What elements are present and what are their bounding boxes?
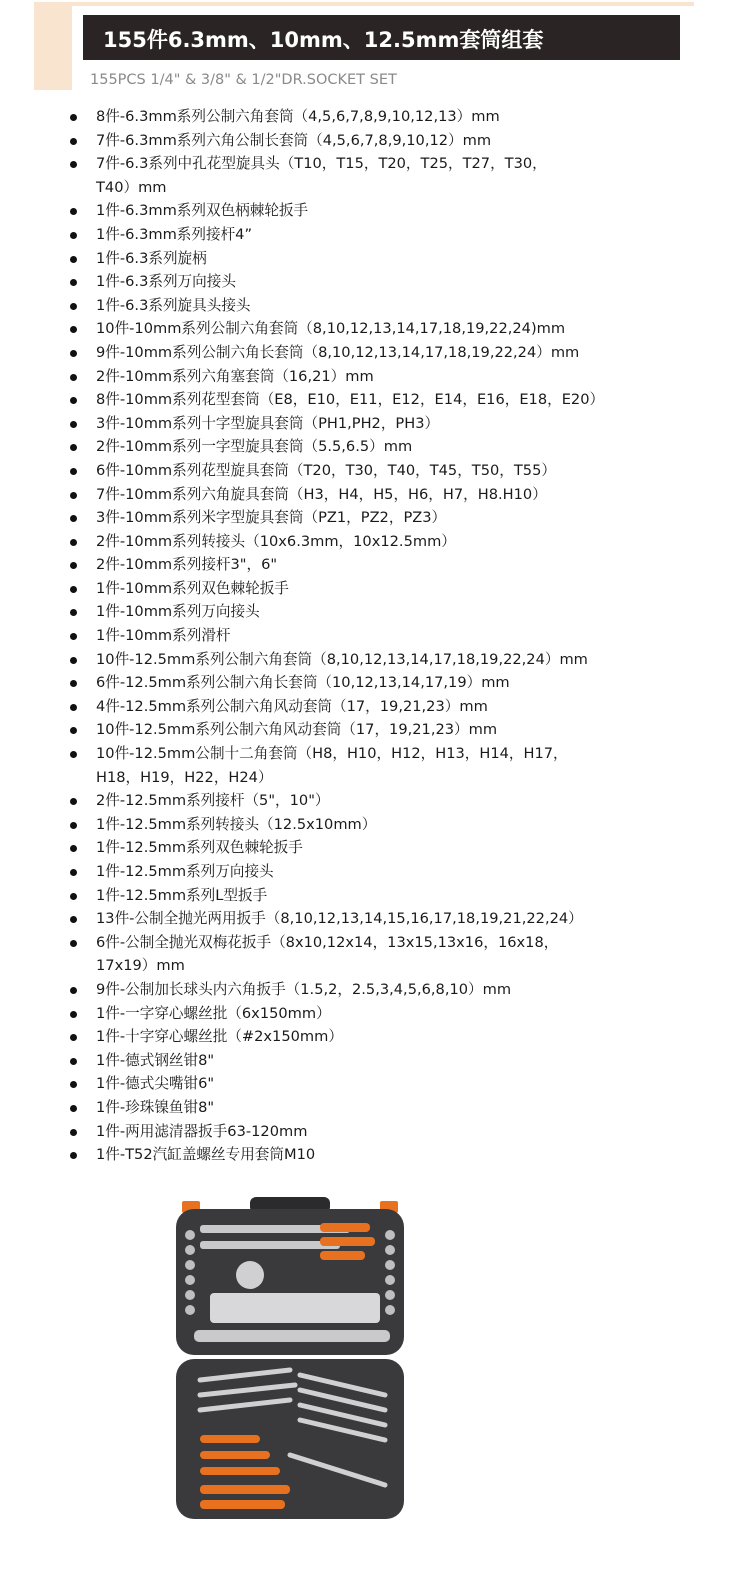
list-item	[70, 577, 720, 601]
bullet-icon	[70, 1034, 77, 1041]
list-item-text: 6件-12.5mm系列公制六角长套筒（10,12,13,14,17,19）mm	[96, 674, 510, 692]
list-item	[70, 294, 720, 318]
list-item	[70, 884, 720, 908]
bullet-icon	[70, 869, 77, 876]
list-item-text: 1件-德式尖嘴钳6"	[96, 1075, 215, 1093]
page-subtitle: 155PCS 1/4" & 3/8" & 1/2"DR.SOCKET SET	[90, 72, 397, 88]
list-item-text: 9件-公制加长球头内六角扳手（1.5,2，2.5,3,4,5,6,8,10）mm	[96, 980, 512, 998]
bullet-icon	[70, 421, 77, 428]
bullet-icon	[70, 232, 77, 239]
list-item-text: 2件-10mm系列一字型旋具套筒（5.5,6.5）mm	[96, 438, 413, 456]
list-item	[70, 199, 720, 223]
bullet-icon	[70, 751, 77, 758]
list-item	[70, 648, 720, 672]
list-item	[70, 718, 720, 742]
bullet-icon	[70, 161, 77, 168]
list-item-text: 1件-12.5mm系列双色棘轮扳手	[96, 839, 303, 857]
title-bar	[83, 15, 680, 60]
bullet-icon	[70, 326, 77, 333]
list-item	[70, 695, 720, 719]
list-item	[70, 789, 720, 813]
bullet-icon	[70, 350, 77, 357]
list-item-text: 1件-6.3mm系列双色柄棘轮扳手	[96, 202, 309, 220]
universal-joint	[236, 1261, 264, 1289]
list-item-text: 1件-两用滤清器扳手63-120mm	[96, 1122, 308, 1140]
list-item-text: 9件-10mm系列公制六角长套筒（8,10,12,13,14,17,18,19,22,24）mm	[96, 343, 580, 361]
list-item-text: 10件-10mm系列公制六角套筒（8,10,12,13,14,17,18,19,22,24)mm	[96, 320, 566, 338]
list-item-text: 13件-公制全抛光两用扳手（8,10,12,13,14,15,16,17,18,19,21,22,24）	[96, 910, 583, 928]
list-item-text: 2件-10mm系列六角塞套筒（16,21）mm	[96, 367, 374, 385]
bullet-icon	[70, 444, 77, 451]
list-item	[70, 742, 720, 789]
list-item-text: 1件-一字穿心螺丝批（6x150mm）	[96, 1004, 331, 1022]
list-item-text: 6件-公制全抛光双梅花扳手（8x10,12x14，13x15,13x16，16x18，	[96, 933, 559, 951]
list-item	[70, 931, 720, 978]
bullet-icon	[70, 114, 77, 121]
bullet-icon	[70, 138, 77, 145]
bullet-icon	[70, 822, 77, 829]
list-item-text-continued: H18，H19，H22，H24）	[96, 768, 273, 786]
list-item	[70, 365, 720, 389]
bullet-icon	[70, 492, 77, 499]
bullet-icon	[70, 303, 77, 310]
bullet-icon	[70, 1105, 77, 1112]
bullet-icon	[70, 704, 77, 711]
list-item-text: 4件-12.5mm系列公制六角风动套筒（17，19,21,23）mm	[96, 697, 488, 715]
list-item	[70, 1143, 720, 1167]
list-item-text: 3件-10mm系列十字型旋具套筒（PH1,PH2，PH3）	[96, 414, 440, 432]
list-item	[70, 1072, 720, 1096]
list-item	[70, 506, 720, 530]
list-item	[70, 435, 720, 459]
bullet-icon	[70, 845, 77, 852]
list-item	[70, 1002, 720, 1026]
list-item-text: 1件-6.3系列旋柄	[96, 249, 207, 267]
list-item	[70, 1049, 720, 1073]
bullet-icon	[70, 987, 77, 994]
bullet-icon	[70, 539, 77, 546]
list-item-text: 1件-T52汽缸盖螺丝专用套筒M10	[96, 1146, 316, 1164]
list-item-text: 1件-12.5mm系列L型扳手	[96, 886, 268, 904]
list-item-text: 1件-德式钢丝钳8"	[96, 1051, 215, 1069]
list-item-text: 10件-12.5mm公制十二角套筒（H8，H10，H12，H13，H14，H17，	[96, 745, 568, 763]
list-item	[70, 907, 720, 931]
list-item	[70, 152, 720, 199]
bullet-icon	[70, 680, 77, 687]
list-item	[70, 341, 720, 365]
list-item	[70, 317, 720, 341]
bullet-icon	[70, 633, 77, 640]
bullet-icon	[70, 940, 77, 947]
list-item-text-continued: 17x19）mm	[96, 957, 185, 975]
header-accent-block	[34, 2, 72, 90]
bullet-icon	[70, 609, 77, 616]
bullet-icon	[70, 1152, 77, 1159]
list-item	[70, 813, 720, 837]
list-item	[70, 105, 720, 129]
bullet-icon	[70, 1011, 77, 1018]
list-item-text: 3件-10mm系列米字型旋具套筒（PZ1，PZ2，PZ3）	[96, 509, 447, 527]
list-item	[70, 836, 720, 860]
list-item-text: 8件-6.3mm系列公制六角套筒（4,5,6,7,8,9,10,12,13）mm	[96, 108, 500, 125]
bullet-icon	[70, 893, 77, 900]
bullet-icon	[70, 515, 77, 522]
list-item	[70, 412, 720, 436]
bullet-icon	[70, 279, 77, 286]
header-top-stripe	[34, 2, 694, 6]
list-item	[70, 624, 720, 648]
list-item-text: 10件-12.5mm系列公制六角套筒（8,10,12,13,14,17,18,19,22,24）mm	[96, 650, 588, 668]
list-item	[70, 553, 720, 577]
list-item-text: 7件-6.3mm系列六角公制长套筒（4,5,6,7,8,9,10,12）mm	[96, 131, 492, 149]
toolkit-case-image	[170, 1195, 410, 1525]
list-item	[70, 600, 720, 624]
bullet-icon	[70, 1081, 77, 1088]
bullet-icon	[70, 374, 77, 381]
bullet-icon	[70, 586, 77, 593]
list-item-text: 1件-10mm系列万向接头	[96, 603, 260, 621]
bullet-icon	[70, 1129, 77, 1136]
list-item-text: 2件-10mm系列接杆3"，6"	[96, 556, 278, 574]
contents-list	[70, 105, 720, 1167]
list-item-text: 1件-10mm系列滑杆	[96, 627, 231, 645]
list-item	[70, 223, 720, 247]
list-item-text: 6件-10mm系列花型旋具套筒（T20，T30，T40，T45，T50，T55）	[96, 461, 556, 479]
list-item-text: 2件-12.5mm系列接杆（5"，10"）	[96, 792, 330, 810]
list-item-text: 8件-10mm系列花型套筒（E8，E10，E11，E12，E14，E16，E18，E20）	[96, 391, 605, 409]
list-item-text: 1件-十字穿心螺丝批（#2x150mm）	[96, 1028, 343, 1046]
list-item-text: 7件-10mm系列六角旋具套筒（H3，H4，H5，H6，H7，H8.H10）	[96, 485, 547, 503]
bullet-icon	[70, 256, 77, 263]
list-item	[70, 459, 720, 483]
bullet-icon	[70, 798, 77, 805]
list-item	[70, 860, 720, 884]
list-item-text: 7件-6.3系列中孔花型旋具头（T10，T15，T20，T25，T27，T30，	[96, 155, 547, 173]
list-item-text: 1件-12.5mm系列万向接头	[96, 863, 274, 880]
list-item	[70, 129, 720, 153]
list-item	[70, 978, 720, 1002]
bullet-icon	[70, 1058, 77, 1065]
list-item	[70, 530, 720, 554]
bullet-icon	[70, 916, 77, 923]
list-item	[70, 247, 720, 271]
list-item-text-continued: T40）mm	[96, 178, 167, 196]
list-item	[70, 270, 720, 294]
list-item	[70, 1025, 720, 1049]
bullet-icon	[70, 397, 77, 404]
list-item-text: 1件-6.3系列旋具头接头	[96, 296, 251, 314]
list-item-text: 1件-10mm系列双色棘轮扳手	[96, 579, 289, 597]
list-item-text: 1件-6.3系列万向接头	[96, 273, 236, 291]
list-item-text: 1件-珍珠镍鱼钳8"	[96, 1098, 215, 1116]
list-item	[70, 388, 720, 412]
page-title: 155件6.3mm、10mm、12.5mm套筒组套	[103, 28, 544, 52]
list-item	[70, 483, 720, 507]
list-item-text: 2件-10mm系列转接头（10x6.3mm，10x12.5mm）	[96, 532, 456, 550]
bullet-icon	[70, 208, 77, 215]
list-item-text: 1件-6.3mm系列接杆4”	[96, 225, 253, 243]
list-item-text: 10件-12.5mm系列公制六角风动套筒（17，19,21,23）mm	[96, 721, 498, 739]
list-item	[70, 671, 720, 695]
bullet-icon	[70, 562, 77, 569]
bullet-icon	[70, 727, 77, 734]
bullet-icon	[70, 657, 77, 664]
list-item	[70, 1096, 720, 1120]
list-item	[70, 1120, 720, 1144]
bullet-icon	[70, 468, 77, 475]
list-item-text: 1件-12.5mm系列转接头（12.5x10mm）	[96, 815, 377, 833]
